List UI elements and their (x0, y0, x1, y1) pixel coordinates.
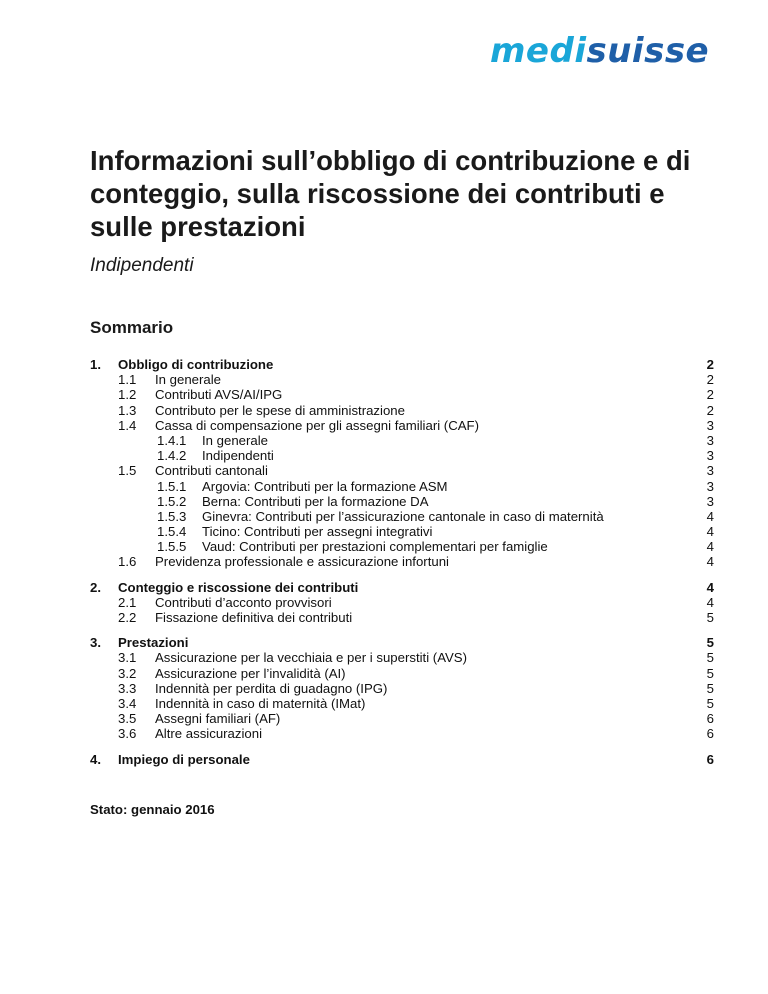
toc-subsection-entry[interactable] (90, 524, 714, 539)
toc-entry-title: Indipendenti (202, 448, 274, 464)
document-subtitle: Indipendenti (90, 255, 194, 276)
toc-subsection-entry[interactable] (90, 726, 714, 741)
toc-section (90, 635, 714, 741)
toc-entry-title: Indennità in caso di maternità (IMat) (155, 695, 366, 711)
toc-entry-title: Prestazioni (118, 635, 189, 651)
toc-entry-number: 3. (90, 635, 101, 651)
toc-entry-title: Contributi d’acconto provvisori (155, 594, 332, 610)
toc-entry-page: 2 (706, 372, 714, 388)
toc-entry-title: Argovia: Contributi per la formazione ASM (202, 478, 448, 494)
toc-entry-title: Cassa di compensazione per gli assegni familiari (CAF) (155, 417, 479, 433)
toc-entry-page: 5 (706, 610, 714, 625)
toc-entry-number: 3.3 (118, 680, 137, 696)
toc-entry-page: 2 (706, 357, 714, 372)
toc-entry-number: 1.2 (118, 387, 137, 403)
toc-entry-title: Previdenza professionale e assicurazione infortuni (155, 554, 449, 570)
toc-entry-title: Contributi AVS/AI/IPG (155, 387, 283, 403)
logo-part-medi: medi (490, 31, 587, 71)
toc-subsection-entry[interactable] (90, 681, 714, 696)
toc-entry-page: 2 (706, 387, 714, 403)
toc-entry-number: 3.2 (118, 665, 137, 681)
toc-entry-title: Contributo per le spese di amministrazione (155, 402, 405, 418)
toc-subsection-entry[interactable] (90, 610, 714, 625)
toc-entry-number: 3.4 (118, 695, 137, 711)
toc-entry-number: 1. (90, 357, 101, 372)
toc-section (90, 357, 714, 570)
toc-entry-title: Berna: Contributi per la formazione DA (202, 493, 429, 509)
toc-subsection-entry[interactable] (90, 711, 714, 726)
toc-entry-number: 1.1 (118, 372, 137, 388)
toc-entry-number: 3.5 (118, 711, 137, 727)
toc-entry-page: 6 (706, 711, 714, 727)
toc-entry-page: 5 (706, 650, 714, 666)
toc-entry-number: 1.6 (118, 554, 137, 570)
toc-heading: Sommario (90, 318, 174, 337)
document-title: Informazioni sull’obbligo di contribuzione e di conteggio, sulla riscossione dei contributi e sulle prestazioni (90, 145, 691, 242)
toc-entry-number: 3.1 (118, 650, 137, 666)
toc-entry-page: 3 (706, 432, 714, 448)
toc-entry-page: 5 (706, 665, 714, 681)
toc-entry-number: 2.2 (118, 610, 137, 625)
toc-entry-title: In generale (155, 372, 221, 388)
toc-entry-page: 5 (706, 680, 714, 696)
toc-entry-number: 3.6 (118, 726, 137, 742)
toc-entry-number: 1.5.1 (157, 478, 187, 494)
toc-subsection-entry[interactable] (90, 666, 714, 681)
toc-subsection-entry[interactable] (90, 387, 714, 402)
toc-subsection-entry[interactable] (90, 494, 714, 509)
toc-section-entry[interactable] (90, 580, 714, 595)
toc-entry-page: 5 (706, 695, 714, 711)
toc-entry-number: 1.3 (118, 402, 137, 418)
toc-entry-title: Assegni familiari (AF) (155, 711, 281, 727)
toc-entry-title: Obbligo di contribuzione (118, 357, 274, 372)
toc-subsection-entry[interactable] (90, 554, 714, 569)
toc-entry-number: 1.5.4 (157, 524, 187, 540)
toc-subsection-entry[interactable] (90, 509, 714, 524)
toc-entry-page: 3 (706, 448, 714, 464)
toc-subsection-entry[interactable] (90, 463, 714, 478)
toc-subsection-entry[interactable] (90, 418, 714, 433)
toc-subsection-entry[interactable] (90, 448, 714, 463)
toc-entry-page: 3 (706, 463, 714, 479)
toc-entry-page: 4 (706, 594, 714, 610)
toc-entry-page: 6 (706, 726, 714, 742)
toc-entry-title: In generale (202, 432, 268, 448)
document-status: Stato: gennaio 2016 (90, 802, 215, 817)
toc-section-entry[interactable] (90, 635, 714, 650)
toc-section-entry[interactable] (90, 357, 714, 372)
toc-entry-number: 1.5.3 (157, 508, 187, 524)
toc-entry-title: Contributi cantonali (155, 463, 268, 479)
toc-entry-page: 3 (706, 478, 714, 494)
toc-entry-page: 4 (706, 539, 714, 555)
toc-entry-page: 3 (706, 493, 714, 509)
toc-subsection-entry[interactable] (90, 696, 714, 711)
toc-section (90, 752, 714, 767)
table-of-contents (90, 357, 714, 777)
toc-entry-title: Impiego di personale (118, 751, 250, 767)
toc-subsection-entry[interactable] (90, 539, 714, 554)
toc-entry-page: 3 (706, 417, 714, 433)
toc-subsection-entry[interactable] (90, 372, 714, 387)
toc-entry-page: 4 (706, 579, 714, 595)
logo-part-suisse: suisse (586, 31, 710, 71)
toc-subsection-entry[interactable] (90, 650, 714, 665)
toc-entry-number: 1.5.2 (157, 493, 187, 509)
toc-entry-number: 1.4.2 (157, 448, 187, 464)
toc-entry-page: 4 (706, 508, 714, 524)
toc-subsection-entry[interactable] (90, 433, 714, 448)
toc-entry-title: Vaud: Contributi per prestazioni complementari per famiglie (202, 539, 548, 555)
toc-entry-number: 1.4 (118, 417, 137, 433)
toc-entry-number: 2. (90, 579, 101, 595)
toc-subsection-entry[interactable] (90, 479, 714, 494)
toc-entry-number: 1.5.5 (157, 539, 187, 555)
toc-entry-title: Assicurazione per l’invalidità (AI) (155, 665, 346, 681)
toc-section (90, 580, 714, 626)
toc-entry-page: 2 (706, 402, 714, 418)
toc-section-entry[interactable] (90, 752, 714, 767)
toc-subsection-entry[interactable] (90, 403, 714, 418)
toc-entry-number: 4. (90, 751, 101, 767)
toc-entry-number: 1.4.1 (157, 432, 187, 448)
toc-subsection-entry[interactable] (90, 595, 714, 610)
toc-entry-number: 2.1 (118, 594, 137, 610)
toc-entry-page: 4 (706, 554, 714, 570)
toc-entry-title: Indennità per perdita di guadagno (IPG) (155, 680, 388, 696)
toc-entry-title: Assicurazione per la vecchiaia e per i superstiti (AVS) (155, 650, 467, 666)
toc-entry-number: 1.5 (118, 463, 137, 479)
toc-entry-page: 6 (706, 751, 714, 767)
toc-entry-title: Ginevra: Contributi per l’assicurazione cantonale in caso di maternità (202, 508, 604, 524)
toc-entry-page: 5 (706, 635, 714, 651)
toc-entry-page: 4 (706, 524, 714, 540)
toc-entry-title: Altre assicurazioni (155, 726, 263, 742)
medisuisse-logo (490, 31, 710, 71)
toc-entry-title: Conteggio e riscossione dei contributi (118, 579, 359, 595)
toc-entry-title: Ticino: Contributi per assegni integrativi (202, 524, 433, 540)
toc-entry-title: Fissazione definitiva dei contributi (155, 610, 353, 625)
